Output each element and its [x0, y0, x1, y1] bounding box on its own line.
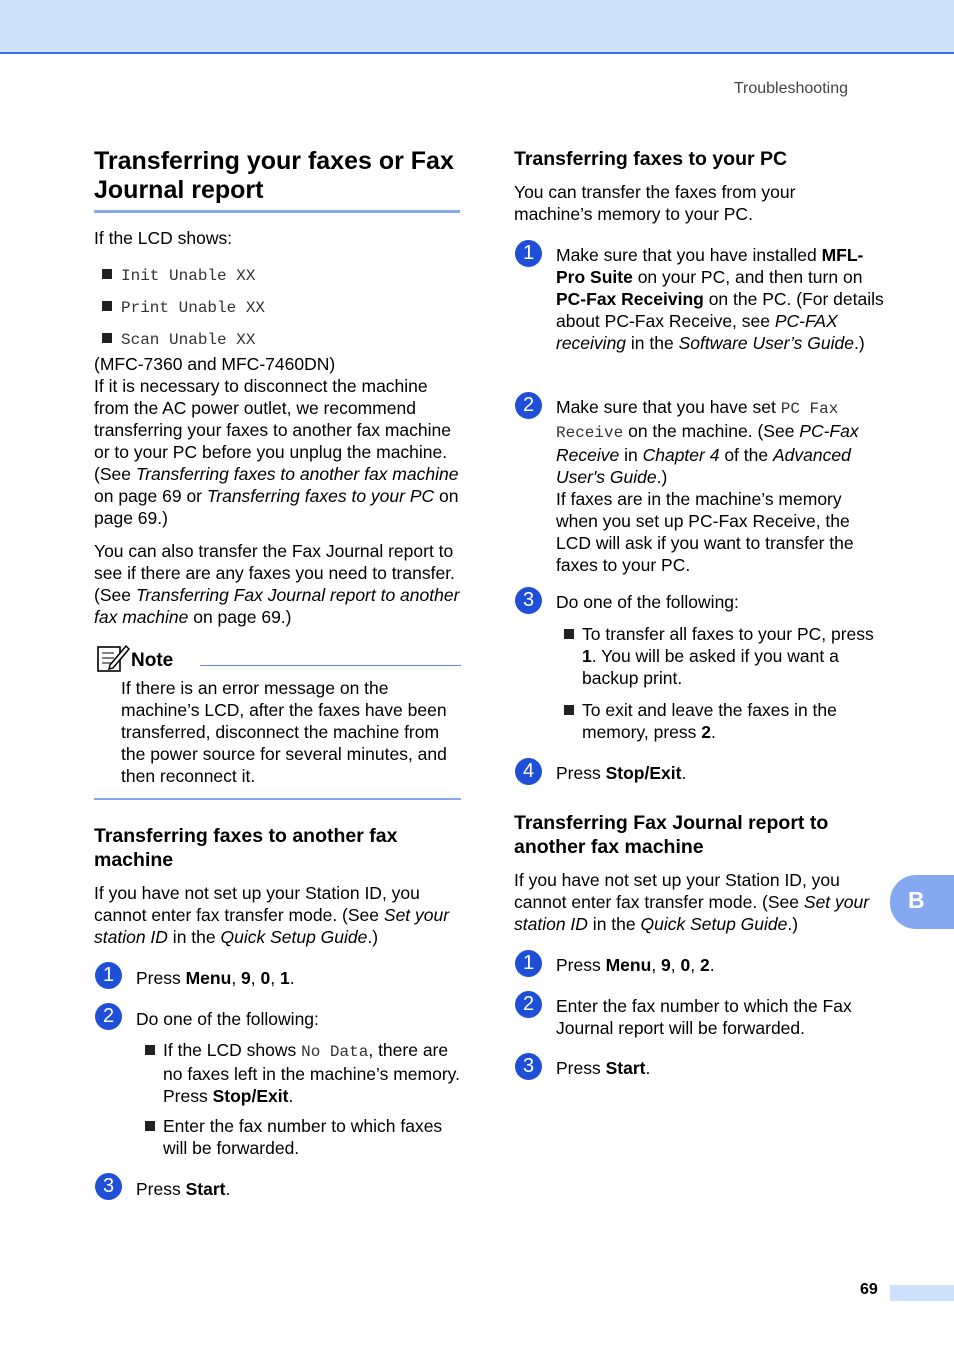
step-number-2: 2	[515, 392, 542, 419]
top-banner	[0, 0, 954, 54]
list-item: Print Unable XX	[102, 292, 265, 324]
journal-step-3-text: Press Start.	[556, 1058, 651, 1078]
page-number: 69	[860, 1281, 878, 1298]
step-number-4: 4	[515, 758, 542, 785]
section-intro: If you have not set up your Station ID, you cannot enter fax transfer mode. (See Set your station ID in the Quick Setup Guide.)	[514, 870, 870, 934]
step-number-2: 2	[515, 991, 542, 1018]
lcd-message-list	[102, 260, 265, 356]
list-item: To transfer all faxes to your PC, press 1. You will be asked if you want a backup print.	[564, 623, 884, 689]
footer-bar	[890, 1285, 954, 1301]
list-item: Scan Unable XX	[102, 324, 265, 356]
page-title: Transferring your faxes or Fax Journal report	[94, 147, 454, 204]
link-transfer-fax[interactable]: Transferring faxes to another fax machine	[135, 464, 459, 484]
list-item: To exit and leave the faxes in the memory, press 2.	[564, 699, 884, 743]
pc-step-4-text: Press Stop/Exit.	[556, 763, 687, 783]
list-item: If the LCD shows No Data, there are no faxes left in the machine’s memory. Press Stop/Exit.	[145, 1039, 463, 1107]
journal-step-1-text: Press Menu, 9, 0, 2.	[556, 955, 715, 975]
bullet-icon	[145, 1121, 155, 1131]
section-heading-transfer-journal: Transferring Fax Journal report to another fax machine	[514, 812, 829, 858]
step-3-text: Press Start.	[136, 1179, 231, 1199]
link-transfer-pc[interactable]: Transferring faxes to your PC	[206, 486, 435, 506]
step-number-1: 1	[515, 240, 542, 267]
models-line: (MFC-7360 and MFC-7460DN)	[94, 354, 336, 374]
chapter-tab: B	[890, 875, 954, 929]
list-item: Enter the fax number to which faxes will be forwarded.	[145, 1115, 463, 1159]
note-title: Note	[131, 650, 174, 671]
step-2-text: Do one of the following:	[136, 1009, 319, 1029]
step-number-2: 2	[95, 1003, 122, 1030]
step-number-1: 1	[95, 962, 122, 989]
bullet-icon	[564, 705, 574, 715]
journal-paragraph: You can also transfer the Fax Journal report to see if there are any faxes you need to transfer. (See Transferring Fax Journal report to another fax machine on page 69.)	[94, 541, 460, 627]
step-number-3: 3	[515, 587, 542, 614]
intro-paragraph: (MFC-7360 and MFC-7460DN) If it is necessary to disconnect the machine from the AC power outlet, we recommend transferring your faxes to another fax machine or to your PC before you unplug the machine. (See Transferring faxes to another fax machine on page 69 or Transferring faxes to your PC on page 69.)	[94, 353, 464, 529]
list-item: Init Unable XX	[102, 260, 265, 292]
section-intro: If you have not set up your Station ID, you cannot enter fax transfer mode. (See Set your station ID in the Quick Setup Guide.)	[94, 883, 450, 947]
running-header: Troubleshooting	[733, 80, 848, 97]
note-divider	[200, 665, 461, 666]
bullet-icon	[564, 629, 574, 639]
note-icon	[96, 643, 130, 678]
note-text: If there is an error message on the machine’s LCD, after the faxes have been transferred, disconnect the machine from the power source for several minutes, and then reconnect it.	[121, 678, 447, 786]
journal-step-2-text: Enter the fax number to which the Fax Journal report will be forwarded.	[556, 996, 852, 1038]
link-transfer-journal[interactable]: Transferring Fax Journal report to another fax machine	[94, 585, 460, 627]
step-number-3: 3	[95, 1173, 122, 1200]
step-number-1: 1	[515, 950, 542, 977]
step-number-3: 3	[515, 1053, 542, 1080]
note-bottom-rule	[94, 798, 461, 800]
section-intro: You can transfer the faxes from your machine’s memory to your PC.	[514, 182, 796, 224]
pc-step-1-text: Make sure that you have installed MFL-Pro Suite on your PC, and then turn on PC-Fax Receiving on the PC. (For details about PC-Fax Receive, see PC-FAX receiving in the Software User’s Guide.)	[556, 245, 884, 353]
step-1-text: Press Menu, 9, 0, 1.	[136, 968, 295, 988]
bullet-icon	[145, 1045, 155, 1055]
pc-step-2-text: Make sure that you have set PC Fax Receive on the machine. (See PC-Fax Receive in Chapter 4 of the Advanced User's Guide.) If faxes are in the machine’s memory when you set up PC-Fax Receive, the LCD will ask if you want to transfer the faxes to your PC.	[556, 397, 859, 575]
lcd-intro: If the LCD shows:	[94, 228, 233, 248]
bullet-icon	[102, 269, 112, 279]
section-heading-transfer-pc: Transferring faxes to your PC	[514, 148, 788, 170]
title-rule	[94, 210, 460, 213]
bullet-icon	[102, 333, 112, 343]
section-heading-transfer-fax: Transferring faxes to another fax machine	[94, 825, 398, 871]
bullet-icon	[102, 301, 112, 311]
pc-step-3-text: Do one of the following:	[556, 592, 739, 612]
